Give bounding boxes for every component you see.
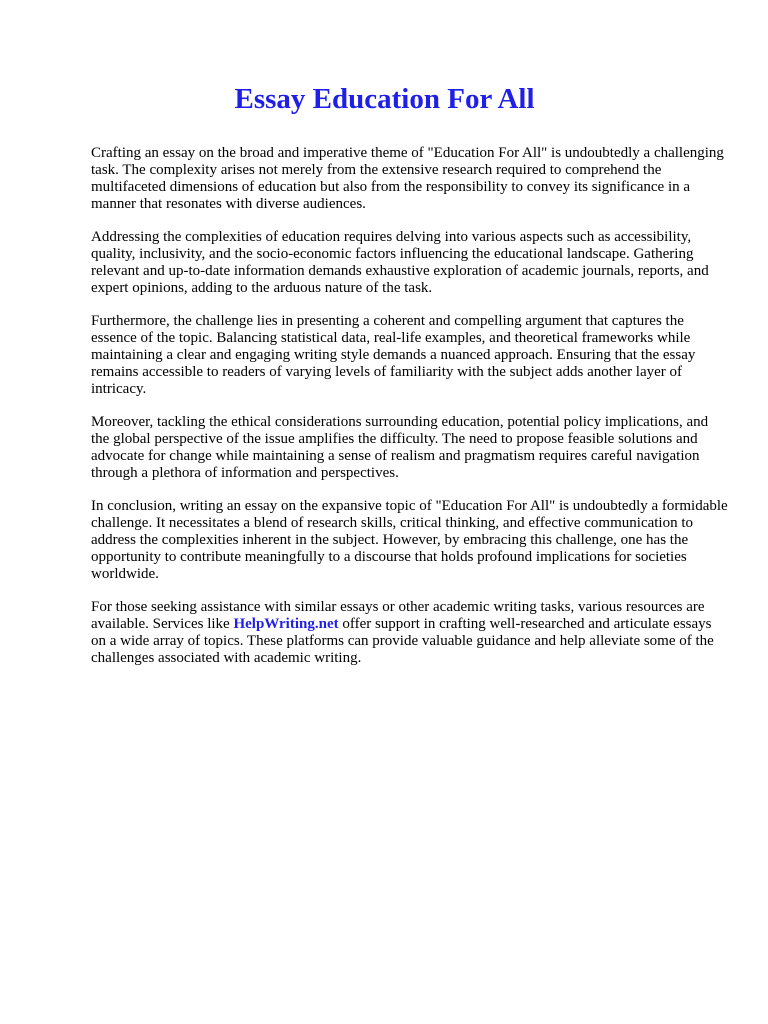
resources-text-before-link: For those seeking assistance with similar essays or other academic writing tasks, various resources are available. Services like [91, 599, 705, 632]
paragraph-challenge: Furthermore, the challenge lies in presenting a coherent and compelling argument that captures the essence of the topic. Balancing statistical data, real-life examples, and theoretical frameworks while maintaining a clear and engaging writing style demands a nuanced approach. Ensuring that the essay remains accessible to readers of varying levels of familiarity with the subject adds another layer of intricacy. [91, 313, 696, 397]
paragraph-ethics: Moreover, tackling the ethical considerations surrounding education, potential policy implications, and the global perspective of the issue amplifies the difficulty. The need to propose feasible solutions and advocate for change while maintaining a sense of realism and pragmatism requires careful navigation through a plethora of information and perspectives. [91, 414, 709, 481]
paragraph-resources [91, 599, 728, 667]
resources-text-after-link: offer support in crafting well-researched and articulate essays on a wide array of topics. These platforms can provide valuable guidance and help alleviate some of the challenges associated with academic writing. [91, 616, 714, 666]
helpwriting-link[interactable]: HelpWriting.net [233, 616, 339, 632]
paragraph-conclusion: In conclusion, writing an essay on the expansive topic of "Education For All" is undoubtedly a formidable challenge. It necessitates a blend of research skills, critical thinking, and effective communication to address the complexities inherent in the subject. However, by embracing this challenge, one has the opportunity to contribute meaningfully to a discourse that holds profound implications for societies worldwide. [91, 498, 728, 582]
document-title: Essay Education For All [234, 83, 535, 115]
paragraph-complexities: Addressing the complexities of education requires delving into various aspects such as accessibility, quality, inclusivity, and the socio-economic factors influencing the educational landscape. Gathering relevant and up-to-date information demands exhaustive exploration of academic journals, reports, and expert opinions, adding to the arduous nature of the task. [91, 229, 709, 296]
paragraph-intro: Crafting an essay on the broad and imperative theme of "Education For All" is undoubtedly a challenging task. The complexity arises not merely from the extensive research required to comprehend the multifaceted dimensions of education but also from the responsibility to convey its significance in a manner that resonates with diverse audiences. [91, 145, 724, 212]
